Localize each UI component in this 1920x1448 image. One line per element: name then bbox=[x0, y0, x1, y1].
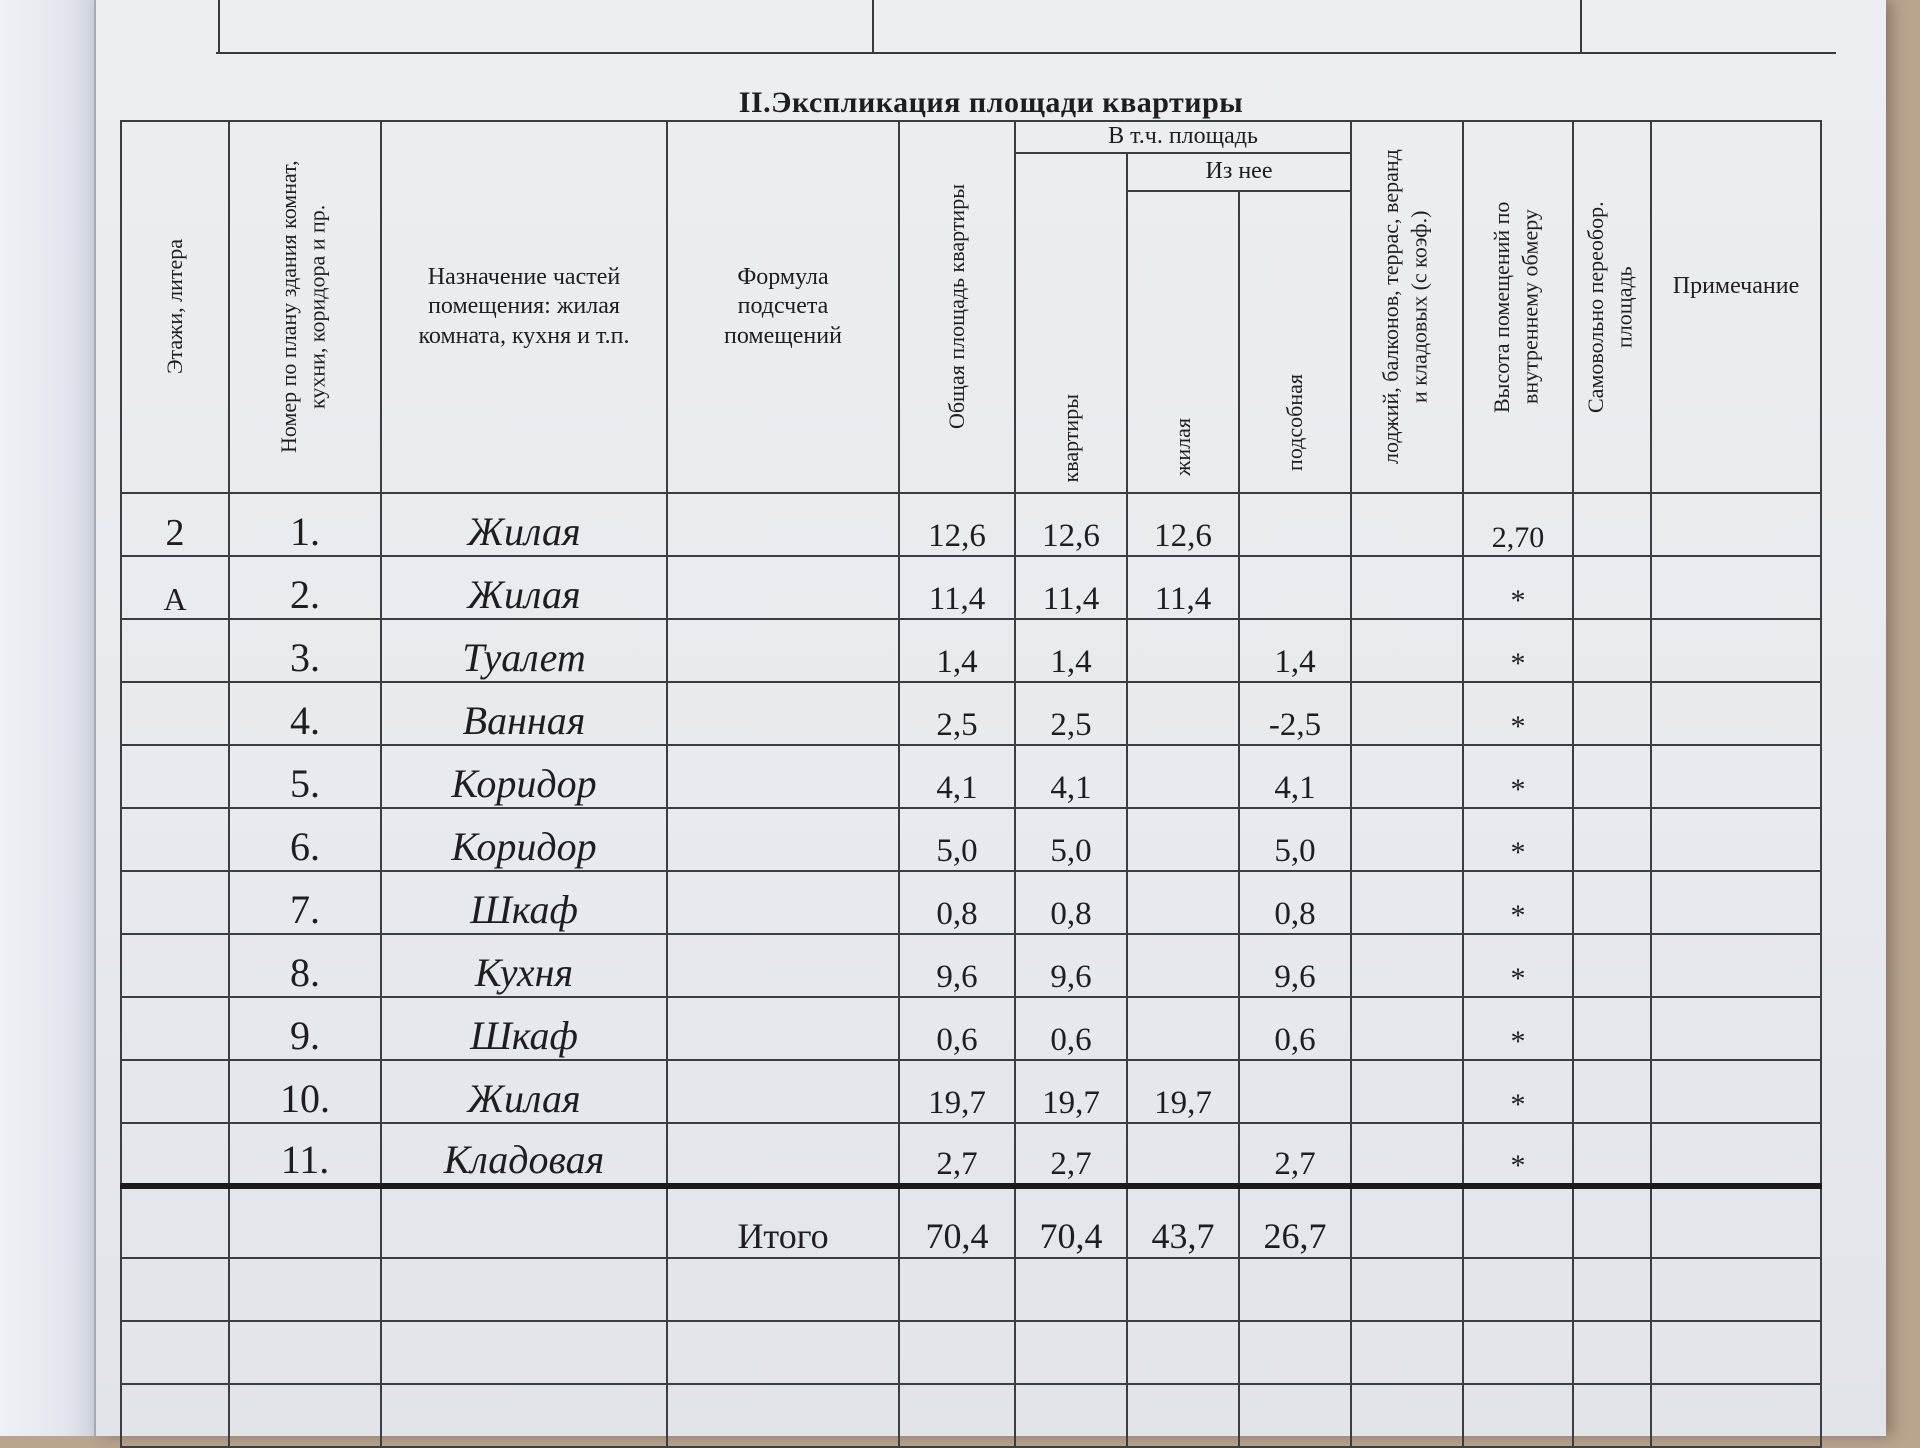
unauthorized-cell bbox=[1573, 934, 1651, 997]
empty-cell bbox=[1573, 1321, 1651, 1384]
unauthorized-cell bbox=[1573, 1060, 1651, 1123]
explication-table bbox=[120, 120, 1822, 1448]
loggia-cell bbox=[1351, 997, 1463, 1060]
empty-cell bbox=[1651, 1321, 1821, 1384]
height-cell: * bbox=[1463, 1123, 1573, 1186]
aux-area-cell: 0,6 bbox=[1239, 997, 1351, 1060]
prev-table-bottom-rule bbox=[216, 52, 1836, 54]
empty-cell bbox=[1015, 1321, 1127, 1384]
empty-cell bbox=[121, 1321, 229, 1384]
note-cell bbox=[1651, 1060, 1821, 1123]
room-name-cell: Коридор bbox=[381, 745, 667, 808]
apartment-area-cell: 12,6 bbox=[1015, 493, 1127, 556]
room-number-cell: 11. bbox=[229, 1123, 381, 1186]
floor-cell bbox=[121, 619, 229, 682]
unauthorized-cell bbox=[1573, 1123, 1651, 1186]
floor-cell: 2 bbox=[121, 493, 229, 556]
loggia-cell bbox=[1351, 1123, 1463, 1186]
unauthorized-cell bbox=[1573, 1186, 1651, 1258]
room-number-cell: 6. bbox=[229, 808, 381, 871]
loggia-cell bbox=[1351, 1060, 1463, 1123]
unauthorized-cell bbox=[1573, 871, 1651, 934]
header-apartment: квартиры bbox=[1015, 153, 1127, 493]
formula-cell bbox=[667, 1123, 899, 1186]
floor-cell bbox=[121, 1186, 229, 1258]
room-name-cell: Жилая bbox=[381, 556, 667, 619]
apartment-area-cell: 4,1 bbox=[1015, 745, 1127, 808]
unauthorized-cell bbox=[1573, 997, 1651, 1060]
aux-area-cell: 1,4 bbox=[1239, 619, 1351, 682]
empty-cell bbox=[1573, 1258, 1651, 1321]
height-cell: * bbox=[1463, 682, 1573, 745]
note-cell bbox=[1651, 934, 1821, 997]
height-cell: 2,70 bbox=[1463, 493, 1573, 556]
apartment-area-cell: 5,0 bbox=[1015, 808, 1127, 871]
living-area-cell: 19,7 bbox=[1127, 1060, 1239, 1123]
living-area-cell bbox=[1127, 871, 1239, 934]
total-area-cell: 2,7 bbox=[899, 1123, 1015, 1186]
room-name-cell: Жилая bbox=[381, 493, 667, 556]
empty-cell bbox=[1239, 1258, 1351, 1321]
room-number-cell: 10. bbox=[229, 1060, 381, 1123]
empty-cell bbox=[1127, 1258, 1239, 1321]
floor-cell bbox=[121, 934, 229, 997]
living-area-cell bbox=[1127, 682, 1239, 745]
apartment-area-cell: 0,6 bbox=[1015, 997, 1127, 1060]
table-row bbox=[121, 934, 1821, 997]
empty-cell bbox=[1127, 1321, 1239, 1384]
empty-cell bbox=[667, 1384, 899, 1447]
room-name-cell: Коридор bbox=[381, 808, 667, 871]
living-area-cell bbox=[1127, 619, 1239, 682]
aux-area-cell: -2,5 bbox=[1239, 682, 1351, 745]
total-area-cell: 11,4 bbox=[899, 556, 1015, 619]
document-binding bbox=[0, 0, 96, 1436]
room-number-cell: 5. bbox=[229, 745, 381, 808]
header-unauthorized: Самовольно переобор. площадь bbox=[1573, 121, 1651, 493]
total-area-sum: 70,4 bbox=[899, 1186, 1015, 1258]
apartment-area-cell: 19,7 bbox=[1015, 1060, 1127, 1123]
table-row bbox=[121, 619, 1821, 682]
header-room-number: Номер по плану здания комнат, кухни, коридора и пр. bbox=[229, 121, 381, 493]
prev-table-border bbox=[1580, 0, 1582, 52]
table-row bbox=[121, 1060, 1821, 1123]
formula-cell bbox=[667, 556, 899, 619]
total-area-cell: 12,6 bbox=[899, 493, 1015, 556]
note-cell bbox=[1651, 871, 1821, 934]
formula-cell bbox=[667, 808, 899, 871]
loggia-cell bbox=[1351, 1186, 1463, 1258]
apartment-area-sum: 70,4 bbox=[1015, 1186, 1127, 1258]
loggia-cell bbox=[1351, 556, 1463, 619]
header-including-area: В т.ч. площадь bbox=[1015, 121, 1351, 153]
loggia-cell bbox=[1351, 619, 1463, 682]
apartment-area-cell: 2,5 bbox=[1015, 682, 1127, 745]
header-note: Примечание bbox=[1651, 121, 1821, 493]
aux-area-cell: 2,7 bbox=[1239, 1123, 1351, 1186]
aux-area-cell: 9,6 bbox=[1239, 934, 1351, 997]
floor-cell bbox=[121, 871, 229, 934]
empty-cell bbox=[229, 1321, 381, 1384]
room-name-cell: Туалет bbox=[381, 619, 667, 682]
formula-cell bbox=[667, 997, 899, 1060]
table-row bbox=[121, 745, 1821, 808]
empty-cell bbox=[121, 1384, 229, 1447]
empty-cell bbox=[1351, 1258, 1463, 1321]
height-cell: * bbox=[1463, 619, 1573, 682]
note-cell bbox=[1651, 808, 1821, 871]
note-cell bbox=[1651, 556, 1821, 619]
room-number-cell: 8. bbox=[229, 934, 381, 997]
living-area-cell bbox=[1127, 997, 1239, 1060]
aux-area-sum: 26,7 bbox=[1239, 1186, 1351, 1258]
empty-cell bbox=[667, 1258, 899, 1321]
aux-area-cell bbox=[1239, 493, 1351, 556]
header-living: жилая bbox=[1127, 191, 1239, 493]
apartment-area-cell: 11,4 bbox=[1015, 556, 1127, 619]
unauthorized-cell bbox=[1573, 493, 1651, 556]
blank-row bbox=[121, 1258, 1821, 1321]
total-area-cell: 5,0 bbox=[899, 808, 1015, 871]
note-cell bbox=[1651, 997, 1821, 1060]
aux-area-cell bbox=[1239, 556, 1351, 619]
empty-cell bbox=[1127, 1384, 1239, 1447]
empty-cell bbox=[229, 1384, 381, 1447]
total-area-cell: 19,7 bbox=[899, 1060, 1015, 1123]
room-name-cell: Кухня bbox=[381, 934, 667, 997]
blank-row bbox=[121, 1321, 1821, 1384]
empty-cell bbox=[229, 1258, 381, 1321]
empty-cell bbox=[899, 1321, 1015, 1384]
empty-cell bbox=[121, 1258, 229, 1321]
total-area-cell: 2,5 bbox=[899, 682, 1015, 745]
empty-cell bbox=[667, 1321, 899, 1384]
room-number-cell: 1. bbox=[229, 493, 381, 556]
loggia-cell bbox=[1351, 934, 1463, 997]
header-row bbox=[121, 121, 1821, 153]
table-row bbox=[121, 682, 1821, 745]
room-number-cell: 7. bbox=[229, 871, 381, 934]
loggia-cell bbox=[1351, 493, 1463, 556]
table-row bbox=[121, 556, 1821, 619]
room-name-cell: Жилая bbox=[381, 1060, 667, 1123]
note-cell bbox=[1651, 745, 1821, 808]
floor-cell bbox=[121, 745, 229, 808]
unauthorized-cell bbox=[1573, 556, 1651, 619]
empty-cell bbox=[1239, 1384, 1351, 1447]
unauthorized-cell bbox=[1573, 808, 1651, 871]
header-total-area: Общая площадь квартиры bbox=[899, 121, 1015, 493]
header-purpose: Назначение частей помещения: жилая комната, кухня и т.п. bbox=[381, 121, 667, 493]
room-name-cell: Шкаф bbox=[381, 871, 667, 934]
total-label: Итого bbox=[667, 1186, 899, 1258]
header-loggias: лоджий, балконов, террас, веранд и кладовых (с коэф.) bbox=[1351, 121, 1463, 493]
empty-cell bbox=[381, 1321, 667, 1384]
room-number-cell: 4. bbox=[229, 682, 381, 745]
formula-cell bbox=[667, 619, 899, 682]
loggia-cell bbox=[1351, 745, 1463, 808]
empty-cell bbox=[899, 1384, 1015, 1447]
formula-cell bbox=[667, 682, 899, 745]
room-name-cell: Кладовая bbox=[381, 1123, 667, 1186]
height-cell: * bbox=[1463, 556, 1573, 619]
table-row bbox=[121, 808, 1821, 871]
room-name-cell: Ванная bbox=[381, 682, 667, 745]
aux-area-cell: 5,0 bbox=[1239, 808, 1351, 871]
floor-cell bbox=[121, 997, 229, 1060]
floor-cell bbox=[121, 808, 229, 871]
empty-cell bbox=[1239, 1321, 1351, 1384]
loggia-cell bbox=[1351, 871, 1463, 934]
empty-cell bbox=[1651, 1384, 1821, 1447]
total-area-cell: 1,4 bbox=[899, 619, 1015, 682]
height-cell bbox=[1463, 1186, 1573, 1258]
note-cell bbox=[1651, 493, 1821, 556]
empty-cell bbox=[381, 1258, 667, 1321]
table-row bbox=[121, 871, 1821, 934]
unauthorized-cell bbox=[1573, 619, 1651, 682]
note-cell bbox=[1651, 1186, 1821, 1258]
apartment-area-cell: 9,6 bbox=[1015, 934, 1127, 997]
header-formula: Формула подсчета помещений bbox=[667, 121, 899, 493]
total-area-cell: 4,1 bbox=[899, 745, 1015, 808]
unauthorized-cell bbox=[1573, 682, 1651, 745]
aux-area-cell: 0,8 bbox=[1239, 871, 1351, 934]
note-cell bbox=[1651, 619, 1821, 682]
unauthorized-cell bbox=[1573, 745, 1651, 808]
empty-cell bbox=[1651, 1258, 1821, 1321]
header-height: Высота помещений по внутреннему обмеру bbox=[1463, 121, 1573, 493]
empty-cell bbox=[1351, 1321, 1463, 1384]
header-floor: Этажи, литера bbox=[121, 121, 229, 493]
formula-cell bbox=[667, 493, 899, 556]
header-of-which: Из нее bbox=[1127, 153, 1351, 191]
total-row bbox=[121, 1186, 1821, 1258]
room-number-cell: 9. bbox=[229, 997, 381, 1060]
formula-cell bbox=[667, 745, 899, 808]
apartment-area-cell: 2,7 bbox=[1015, 1123, 1127, 1186]
empty-cell bbox=[1351, 1384, 1463, 1447]
prev-table-border bbox=[872, 0, 874, 52]
floor-cell bbox=[121, 682, 229, 745]
formula-cell bbox=[667, 1060, 899, 1123]
note-cell bbox=[1651, 1123, 1821, 1186]
empty-cell bbox=[1015, 1384, 1127, 1447]
living-area-cell: 11,4 bbox=[1127, 556, 1239, 619]
room-number-cell: 3. bbox=[229, 619, 381, 682]
aux-area-cell: 4,1 bbox=[1239, 745, 1351, 808]
loggia-cell bbox=[1351, 682, 1463, 745]
floor-cell: А bbox=[121, 556, 229, 619]
apartment-area-cell: 1,4 bbox=[1015, 619, 1127, 682]
header-auxiliary: подсобная bbox=[1239, 191, 1351, 493]
floor-cell bbox=[121, 1123, 229, 1186]
total-area-cell: 0,8 bbox=[899, 871, 1015, 934]
height-cell: * bbox=[1463, 934, 1573, 997]
blank-row bbox=[121, 1384, 1821, 1447]
height-cell: * bbox=[1463, 808, 1573, 871]
empty-cell bbox=[1015, 1258, 1127, 1321]
total-area-cell: 9,6 bbox=[899, 934, 1015, 997]
empty-cell bbox=[899, 1258, 1015, 1321]
table-row bbox=[121, 493, 1821, 556]
empty-cell bbox=[1463, 1258, 1573, 1321]
note-cell bbox=[1651, 682, 1821, 745]
room-number-cell: 2. bbox=[229, 556, 381, 619]
living-area-cell bbox=[1127, 808, 1239, 871]
empty-cell bbox=[1573, 1384, 1651, 1447]
loggia-cell bbox=[1351, 808, 1463, 871]
living-area-cell: 12,6 bbox=[1127, 493, 1239, 556]
formula-cell bbox=[667, 934, 899, 997]
room-name-cell: Шкаф bbox=[381, 997, 667, 1060]
empty-cell bbox=[1463, 1384, 1573, 1447]
room-name-cell bbox=[381, 1186, 667, 1258]
living-area-sum: 43,7 bbox=[1127, 1186, 1239, 1258]
floor-cell bbox=[121, 1060, 229, 1123]
page-title: II.Экспликация площади квартиры bbox=[738, 86, 1244, 119]
height-cell: * bbox=[1463, 1060, 1573, 1123]
prev-table-border bbox=[218, 0, 220, 52]
table-row bbox=[121, 1123, 1821, 1186]
table-row bbox=[121, 997, 1821, 1060]
formula-cell bbox=[667, 871, 899, 934]
document-page bbox=[96, 0, 1886, 1436]
height-cell: * bbox=[1463, 997, 1573, 1060]
height-cell: * bbox=[1463, 871, 1573, 934]
living-area-cell bbox=[1127, 1123, 1239, 1186]
room-number-cell bbox=[229, 1186, 381, 1258]
apartment-area-cell: 0,8 bbox=[1015, 871, 1127, 934]
height-cell: * bbox=[1463, 745, 1573, 808]
living-area-cell bbox=[1127, 934, 1239, 997]
empty-cell bbox=[381, 1384, 667, 1447]
total-area-cell: 0,6 bbox=[899, 997, 1015, 1060]
living-area-cell bbox=[1127, 745, 1239, 808]
empty-cell bbox=[1463, 1321, 1573, 1384]
aux-area-cell bbox=[1239, 1060, 1351, 1123]
